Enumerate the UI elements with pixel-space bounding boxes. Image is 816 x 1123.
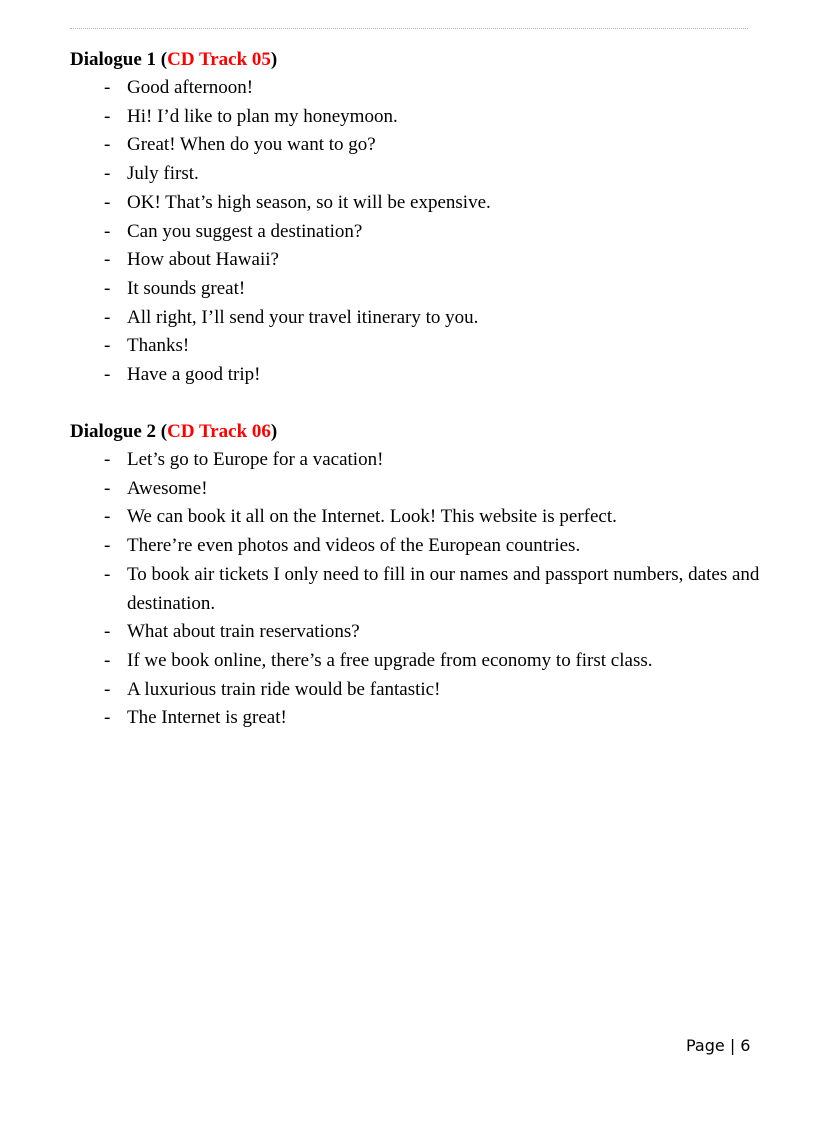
list-dash: - <box>104 563 111 585</box>
list-dash: - <box>104 249 111 271</box>
dialogue-line-text: All right, I’ll send your travel itinerary to you. <box>127 306 479 328</box>
dialogue-line <box>70 676 760 705</box>
dialogue-line <box>70 647 760 676</box>
dialogue-line-text: The Internet is great! <box>127 707 287 729</box>
list-dash: - <box>104 649 111 671</box>
page-number: Page | 6 <box>686 1036 751 1055</box>
list-dash: - <box>104 506 111 528</box>
dialogue-line-text: OK! That’s high season, so it will be expensive. <box>127 191 491 213</box>
dialogue-1-close-paren: ) <box>270 49 278 70</box>
dialogue-line-text: Good afternoon! <box>127 77 254 98</box>
list-dash: - <box>104 105 111 127</box>
dialogue-2-track-label: CD Track 06 <box>167 421 271 442</box>
dialogue-1-heading <box>70 46 760 74</box>
dialogue-line-text: Thanks! <box>127 335 190 357</box>
list-dash: - <box>104 220 111 242</box>
dialogue-line-text: How about Hawaii? <box>127 249 279 271</box>
dialogue-line <box>70 160 760 189</box>
list-dash: - <box>104 277 111 299</box>
dialogue-line-text: Hi! I’d like to plan my honeymoon. <box>127 105 398 127</box>
header-divider <box>70 28 748 29</box>
dialogue-line <box>70 332 760 361</box>
list-dash: - <box>104 306 111 328</box>
dialogue-line <box>70 103 760 132</box>
dialogue-line <box>70 618 760 647</box>
dialogue-line-text: A luxurious train ride would be fantastic! <box>127 678 441 700</box>
dialogue-line <box>70 189 760 218</box>
list-dash: - <box>104 449 111 470</box>
dialogue-line-text: To book air tickets I only need to fill in our names and passport numbers, dates and destination. <box>127 563 760 614</box>
list-dash: - <box>104 707 111 729</box>
dialogue-line-text: Have a good trip! <box>127 364 261 386</box>
dialogue-1-track-label: CD Track 05 <box>167 49 271 70</box>
dialogue-line-text: If we book online, there’s a free upgrade from economy to first class. <box>127 649 653 671</box>
dialogue-2-lines <box>70 446 760 733</box>
list-dash: - <box>104 134 111 156</box>
dialogue-2-open-paren: ( <box>160 421 168 442</box>
dialogue-line <box>70 361 760 390</box>
dialogue-1-title: Dialogue 1 <box>70 49 157 70</box>
dialogue-line-text: What about train reservations? <box>127 621 360 643</box>
dialogue-2-close-paren: ) <box>270 421 278 442</box>
dialogue-line-text: Let’s go to Europe for a vacation! <box>127 449 384 470</box>
list-dash: - <box>104 191 111 213</box>
dialogue-line-text: It sounds great! <box>127 277 246 299</box>
dialogue-line-text: July first. <box>127 163 199 185</box>
dialogue-line <box>70 704 760 733</box>
list-dash: - <box>104 364 111 386</box>
list-dash: - <box>104 621 111 643</box>
dialogue-line <box>70 532 760 561</box>
list-dash: - <box>104 163 111 185</box>
dialogue-1-lines <box>70 74 760 390</box>
dialogue-line <box>70 275 760 304</box>
dialogue-2-heading <box>70 418 760 446</box>
dialogue-2-title: Dialogue 2 <box>70 421 157 442</box>
dialogue-line <box>70 503 760 532</box>
list-dash: - <box>104 477 111 499</box>
dialogue-line <box>70 74 760 103</box>
list-dash: - <box>104 535 111 557</box>
dialogue-line <box>70 218 760 247</box>
list-dash: - <box>104 77 111 98</box>
list-dash: - <box>104 678 111 700</box>
dialogue-line <box>70 475 760 504</box>
dialogue-1-section <box>70 46 760 390</box>
dialogue-line-text: We can book it all on the Internet. Look! This website is perfect. <box>127 506 617 528</box>
dialogue-line <box>70 246 760 275</box>
dialogue-line-text: Awesome! <box>127 477 208 499</box>
dialogue-line <box>70 561 760 618</box>
dialogue-1-open-paren: ( <box>160 49 168 70</box>
dialogue-line <box>70 446 760 475</box>
dialogue-line-text: Can you suggest a destination? <box>127 220 363 242</box>
dialogue-line <box>70 131 760 160</box>
dialogue-line-text: There’re even photos and videos of the European countries. <box>127 535 581 557</box>
list-dash: - <box>104 335 111 357</box>
dialogue-line <box>70 304 760 333</box>
dialogue-2-section <box>70 418 760 733</box>
dialogue-line-text: Great! When do you want to go? <box>127 134 376 156</box>
